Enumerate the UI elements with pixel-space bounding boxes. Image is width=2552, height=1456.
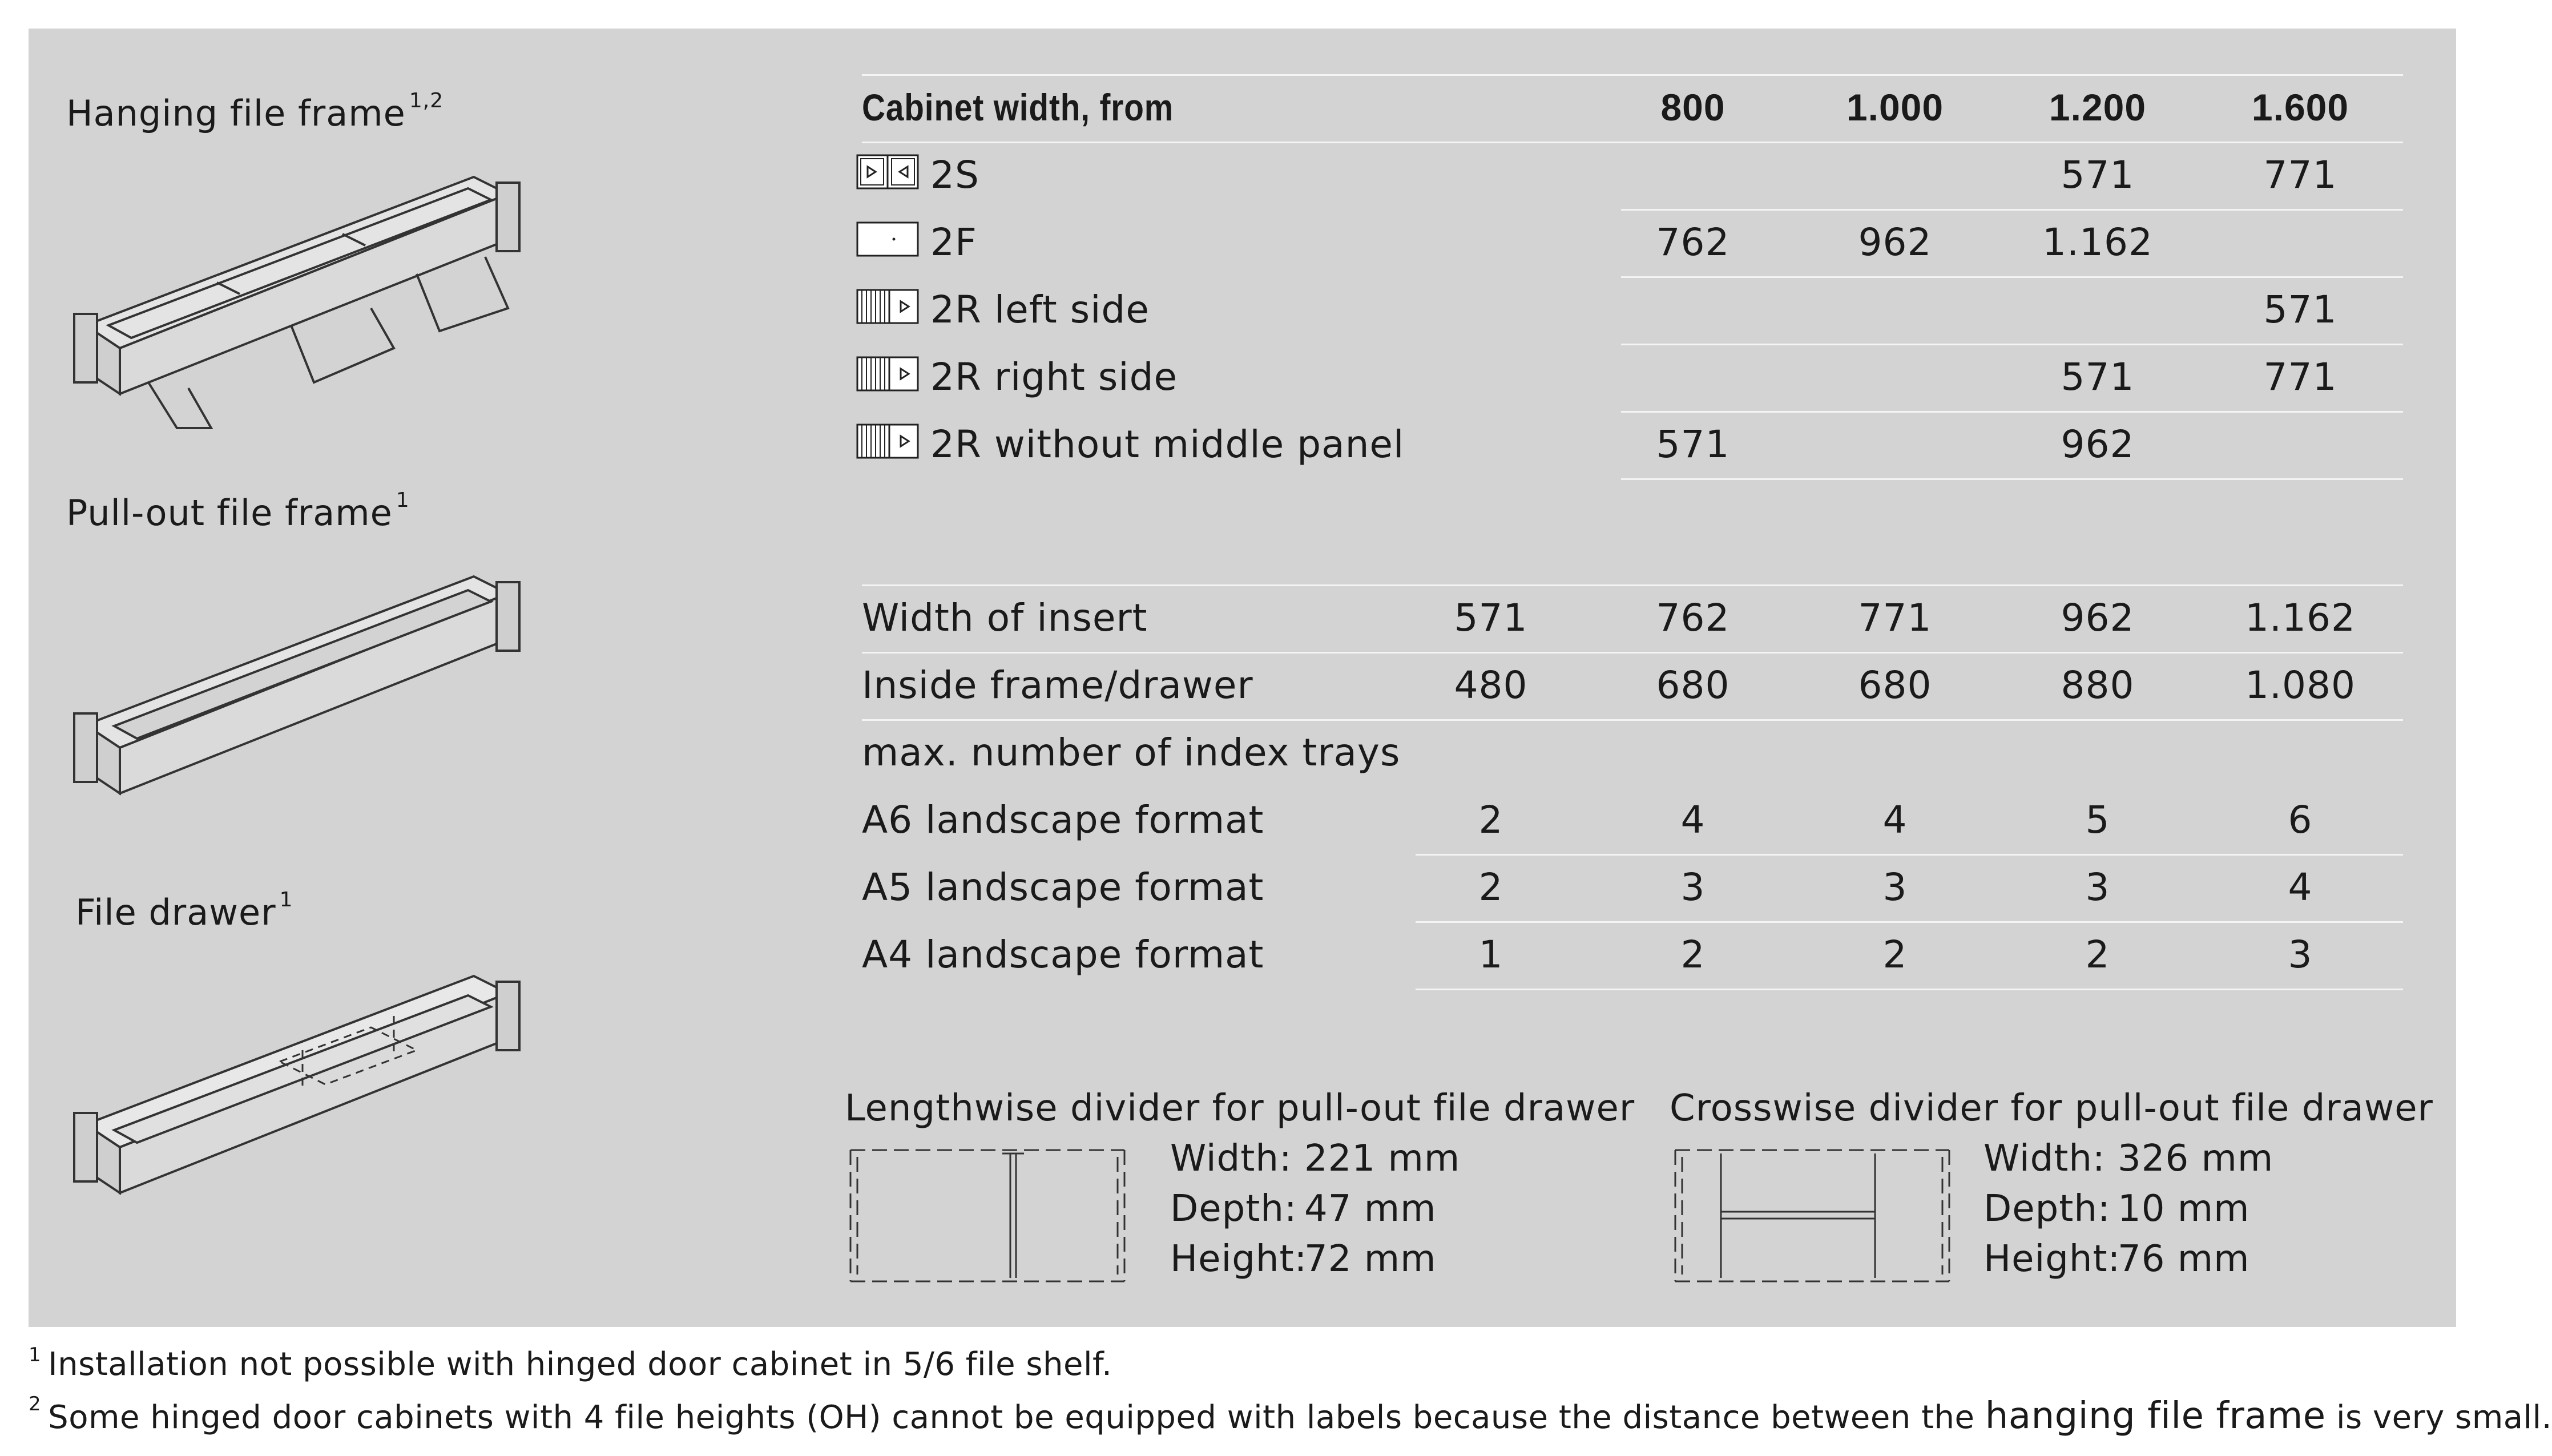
row-label: 2S	[930, 153, 979, 197]
cabinet-row	[845, 411, 2392, 478]
item-title-pull-out-file-frame: Pull-out file frame $^1$	[66, 489, 410, 534]
cabinet-row	[845, 276, 2392, 344]
header-width: 1.600	[2251, 86, 2349, 128]
table-cell: 1.080	[2245, 663, 2356, 707]
table-cell: 762	[1656, 596, 1730, 640]
header-width: 1.000	[1846, 86, 1944, 128]
pull-out-file-frame-illustration	[74, 542, 576, 839]
table-cell: 762	[1656, 220, 1730, 264]
depth-spec: Depth: 10 mm	[1983, 1188, 2250, 1230]
insert-row	[845, 584, 2392, 652]
table-cell: 571	[2061, 153, 2135, 197]
table-cell: 2	[1680, 933, 1706, 977]
header-label: Cabinet width, from	[862, 86, 1174, 128]
row-label: 2R left side	[930, 288, 1150, 332]
item-title-hanging-file-frame: Hanging file frame $^{1,2}$	[66, 89, 444, 134]
table-cell: 1.162	[2042, 220, 2153, 264]
header-width: 1.200	[2049, 86, 2147, 128]
cabinet-row	[845, 209, 2392, 276]
cabinet-row	[845, 344, 2392, 411]
width-spec: Width: 326 mm	[1983, 1138, 2274, 1180]
row-label: 2R without middle panel	[930, 422, 1405, 466]
cabinet-row	[845, 142, 2392, 209]
table-cell: 571	[1656, 422, 1730, 466]
insert-row	[845, 921, 2392, 989]
2r-door-icon	[856, 424, 919, 459]
row-label: max. number of index trays	[862, 731, 1401, 775]
2r-door-icon	[856, 356, 919, 392]
table-cell: 480	[1454, 663, 1528, 707]
row-label: Width of insert	[862, 596, 1148, 640]
table-cell: 1.162	[2245, 596, 2356, 640]
table-cell: 2	[1478, 865, 1503, 909]
table-cell: 962	[2061, 596, 2135, 640]
row-label: A6 landscape format	[862, 798, 1264, 842]
spec-panel	[29, 29, 2456, 1327]
table-cell: 5	[2085, 798, 2110, 842]
2r-door-icon	[856, 289, 919, 324]
table-cell: 771	[2263, 153, 2337, 197]
depth-spec: Depth: 47 mm	[1170, 1188, 1437, 1230]
table-cell: 771	[1858, 596, 1932, 640]
table-cell: 680	[1858, 663, 1932, 707]
header-width: 800	[1660, 86, 1725, 128]
insert-row	[845, 652, 2392, 719]
footnote-2: $^2$ Some hinged door cabinets with 4 file heights (OH) cannot be equipped with labels because the distance between the hanging file frame is very small.	[29, 1393, 2552, 1437]
cabinet-table-header	[845, 74, 2392, 142]
2f-door-icon	[856, 221, 919, 257]
table-cell: 4	[1882, 798, 1908, 842]
table-cell: 2	[2085, 933, 2110, 977]
insert-row	[845, 787, 2392, 854]
table-cell: 771	[2263, 355, 2337, 399]
insert-row	[845, 854, 2392, 921]
lengthwise-divider-block	[845, 1087, 1635, 1327]
row-label: 2F	[930, 220, 977, 264]
divider-title: Lengthwise divider for pull-out file drawer	[845, 1087, 1635, 1130]
2s-door-icon	[856, 154, 919, 189]
row-label: A5 landscape format	[862, 865, 1264, 909]
table-cell: 3	[2288, 933, 2313, 977]
height-spec: Height: 72 mm	[1170, 1238, 1437, 1280]
crosswise-divider-block	[1670, 1087, 2457, 1327]
table-cell: 6	[2288, 798, 2313, 842]
height-spec: Height: 76 mm	[1983, 1238, 2250, 1280]
footnote-1: $^1$ Installation not possible with hinged door cabinet in 5/6 file shelf.	[29, 1344, 1112, 1383]
table-cell: 962	[1858, 220, 1932, 264]
table-cell: 4	[2288, 865, 2313, 909]
table-cell: 2	[1882, 933, 1908, 977]
table-cell: 571	[2061, 355, 2135, 399]
table-cell: 962	[2061, 422, 2135, 466]
width-spec: Width: 221 mm	[1170, 1138, 1461, 1180]
table-cell: 571	[2263, 288, 2337, 332]
lengthwise-divider-diagram	[845, 1144, 1130, 1287]
table-cell: 4	[1680, 798, 1706, 842]
table-cell: 1	[1478, 933, 1503, 977]
row-label: A4 landscape format	[862, 933, 1264, 977]
row-label: Inside frame/drawer	[862, 663, 1253, 707]
item-title-file-drawer: File drawer $^1$	[75, 888, 293, 933]
table-cell: 571	[1454, 596, 1528, 640]
row-label: 2R right side	[930, 355, 1178, 399]
divider-title: Crosswise divider for pull-out file drawer	[1670, 1087, 2433, 1130]
table-cell: 3	[2085, 865, 2110, 909]
crosswise-divider-diagram	[1670, 1144, 1955, 1287]
file-drawer-illustration	[74, 942, 576, 1239]
table-cell: 2	[1478, 798, 1503, 842]
table-cell: 3	[1680, 865, 1706, 909]
insert-row	[845, 719, 2392, 787]
hanging-file-frame-illustration	[74, 143, 576, 451]
table-cell: 680	[1656, 663, 1730, 707]
table-cell: 880	[2061, 663, 2135, 707]
table-cell: 3	[1882, 865, 1908, 909]
